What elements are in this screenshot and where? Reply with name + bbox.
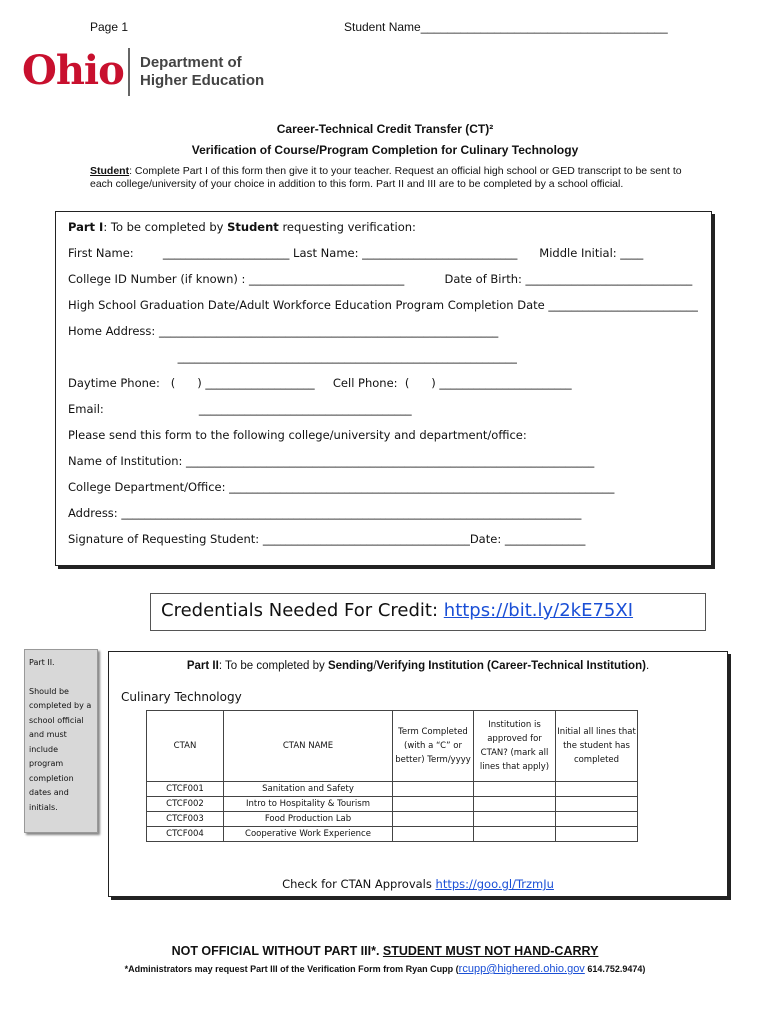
part2-section	[108, 651, 728, 897]
part1-heading-text: : To be completed by	[103, 220, 228, 234]
student-instructions	[90, 165, 690, 191]
administrator-note	[0, 963, 770, 975]
column-header: CTAN	[147, 711, 224, 782]
email-field[interactable]: Email: _____________________________________	[68, 402, 412, 416]
home-address-field-line2[interactable]: ___________________________________________________________	[68, 350, 517, 364]
form-subtitle: Verification of Course/Program Completion for Culinary Technology	[191, 143, 579, 157]
signature-date-field[interactable]: Signature of Requesting Student: ____________________________________Date: ______________	[68, 532, 586, 546]
part1-heading	[68, 220, 416, 234]
initials-cell[interactable]	[556, 827, 638, 842]
part2-label: Part II	[186, 660, 219, 672]
graduation-date-field[interactable]: High School Graduation Date/Adult Workforce Education Program Completion Date __________________________	[68, 298, 698, 312]
part1-heading-suffix: requesting verification:	[278, 220, 416, 234]
ctan-approvals-note	[109, 877, 727, 891]
table-header-row	[147, 711, 638, 782]
admin-email-link[interactable]: rcupp@highered.ohio.gov	[458, 963, 585, 975]
not-official-text: NOT OFFICIAL WITHOUT PART III*.	[171, 944, 383, 958]
part1-section	[55, 211, 712, 566]
ctan-name: Intro to Hospitality & Tourism	[224, 797, 393, 812]
send-to-instruction: Please send this form to the following college/university and department/office:	[68, 428, 527, 442]
program-name: Culinary Technology	[121, 690, 242, 704]
credentials-label: Credentials Needed For Credit:	[161, 600, 444, 621]
approved-cell[interactable]	[474, 812, 556, 827]
column-header: Initial all lines that the student has completed	[556, 711, 638, 782]
home-address-field[interactable]: Home Address: ___________________________________________________________	[68, 324, 499, 338]
institution-field[interactable]: Name of Institution: _______________________________________________________________________	[68, 454, 595, 468]
ctan-code: CTCF004	[147, 827, 224, 842]
department-field[interactable]: College Department/Office: ___________________________________________________________________	[68, 480, 615, 494]
part1-label: Part I	[68, 220, 104, 234]
initials-cell[interactable]	[556, 782, 638, 797]
table-row	[147, 827, 638, 842]
column-header: CTAN NAME	[224, 711, 393, 782]
side-note-label: Part II.	[29, 658, 55, 667]
approved-cell[interactable]	[474, 797, 556, 812]
department-name-line2: Higher Education	[140, 72, 265, 89]
hand-carry-warning: STUDENT MUST NOT HAND-CARRY	[382, 944, 599, 958]
column-header: Institution is approved for CTAN? (mark all lines that apply)	[474, 711, 556, 782]
approved-cell[interactable]	[474, 782, 556, 797]
page-number: Page 1	[90, 20, 129, 34]
ctan-name: Food Production Lab	[224, 812, 393, 827]
not-official-notice	[0, 944, 770, 958]
student-name-field[interactable]: Student Name_____________________________________	[344, 20, 668, 34]
name-fields[interactable]: First Name: ______________________ Last Name: ___________________________ Middle Initial: ____	[68, 246, 644, 260]
table-row	[147, 797, 638, 812]
form-title: Career-Technical Credit Transfer (CT)²	[276, 122, 494, 136]
credentials-link[interactable]: https://bit.ly/2kE75XI	[443, 600, 634, 621]
table-row	[147, 812, 638, 827]
admin-note-text: *Administrators may request Part III of the Verification Form from Ryan Cupp (	[124, 964, 459, 974]
table-row	[147, 782, 638, 797]
approved-cell[interactable]	[474, 827, 556, 842]
part2-heading-end: .	[645, 660, 650, 672]
ctan-code: CTCF001	[147, 782, 224, 797]
department-name	[140, 54, 264, 90]
term-cell[interactable]	[393, 812, 474, 827]
address-field[interactable]: Address: ________________________________________________________________________________	[68, 506, 582, 520]
term-cell[interactable]	[393, 797, 474, 812]
ohio-logo: Ohio	[22, 47, 124, 94]
column-header: Term Completed (with a “C” or better) Term/yyyy	[393, 711, 474, 782]
ctan-table	[146, 710, 638, 842]
part1-heading-bold: Student	[227, 220, 279, 234]
instructions-lead: Student	[90, 165, 130, 177]
part2-heading	[109, 660, 727, 672]
ctan-code: CTCF002	[147, 797, 224, 812]
ctan-code: CTCF003	[147, 812, 224, 827]
ctan-approvals-label: Check for CTAN Approvals	[282, 877, 436, 891]
department-name-line1: Department of	[140, 54, 242, 71]
part2-heading-sending: Sending	[327, 660, 374, 672]
part2-heading-slash: /	[373, 660, 377, 672]
credentials-banner	[150, 593, 706, 631]
admin-phone: 614.752.9474)	[584, 964, 646, 974]
logo-divider	[128, 48, 130, 96]
ctan-approvals-link[interactable]: https://goo.gl/TrzmJu	[435, 877, 554, 891]
ctan-name: Cooperative Work Experience	[224, 827, 393, 842]
ctan-name: Sanitation and Safety	[224, 782, 393, 797]
instructions-text: : Complete Part I of this form then give it to your teacher. Request an official high school or GED transcript to be sent to each college/university of your choice in addition to this form. Part II and III are to be completed by a school official.	[90, 165, 682, 190]
initials-cell[interactable]	[556, 797, 638, 812]
part2-heading-text: : To be completed by	[218, 660, 328, 672]
college-id-dob-fields[interactable]: College ID Number (if known) : ___________________________ Date of Birth: _____________________________	[68, 272, 693, 286]
initials-cell[interactable]	[556, 812, 638, 827]
part2-heading-institution: Verifying Institution (Career-Technical Institution)	[376, 660, 646, 672]
phone-fields[interactable]: Daytime Phone: ( ) ___________________ Cell Phone: ( ) _______________________	[68, 376, 572, 390]
part2-side-note	[24, 649, 98, 833]
term-cell[interactable]	[393, 827, 474, 842]
term-cell[interactable]	[393, 782, 474, 797]
side-note-text: Should be completed by a school official and must include program completion dates and initials.	[29, 686, 92, 812]
